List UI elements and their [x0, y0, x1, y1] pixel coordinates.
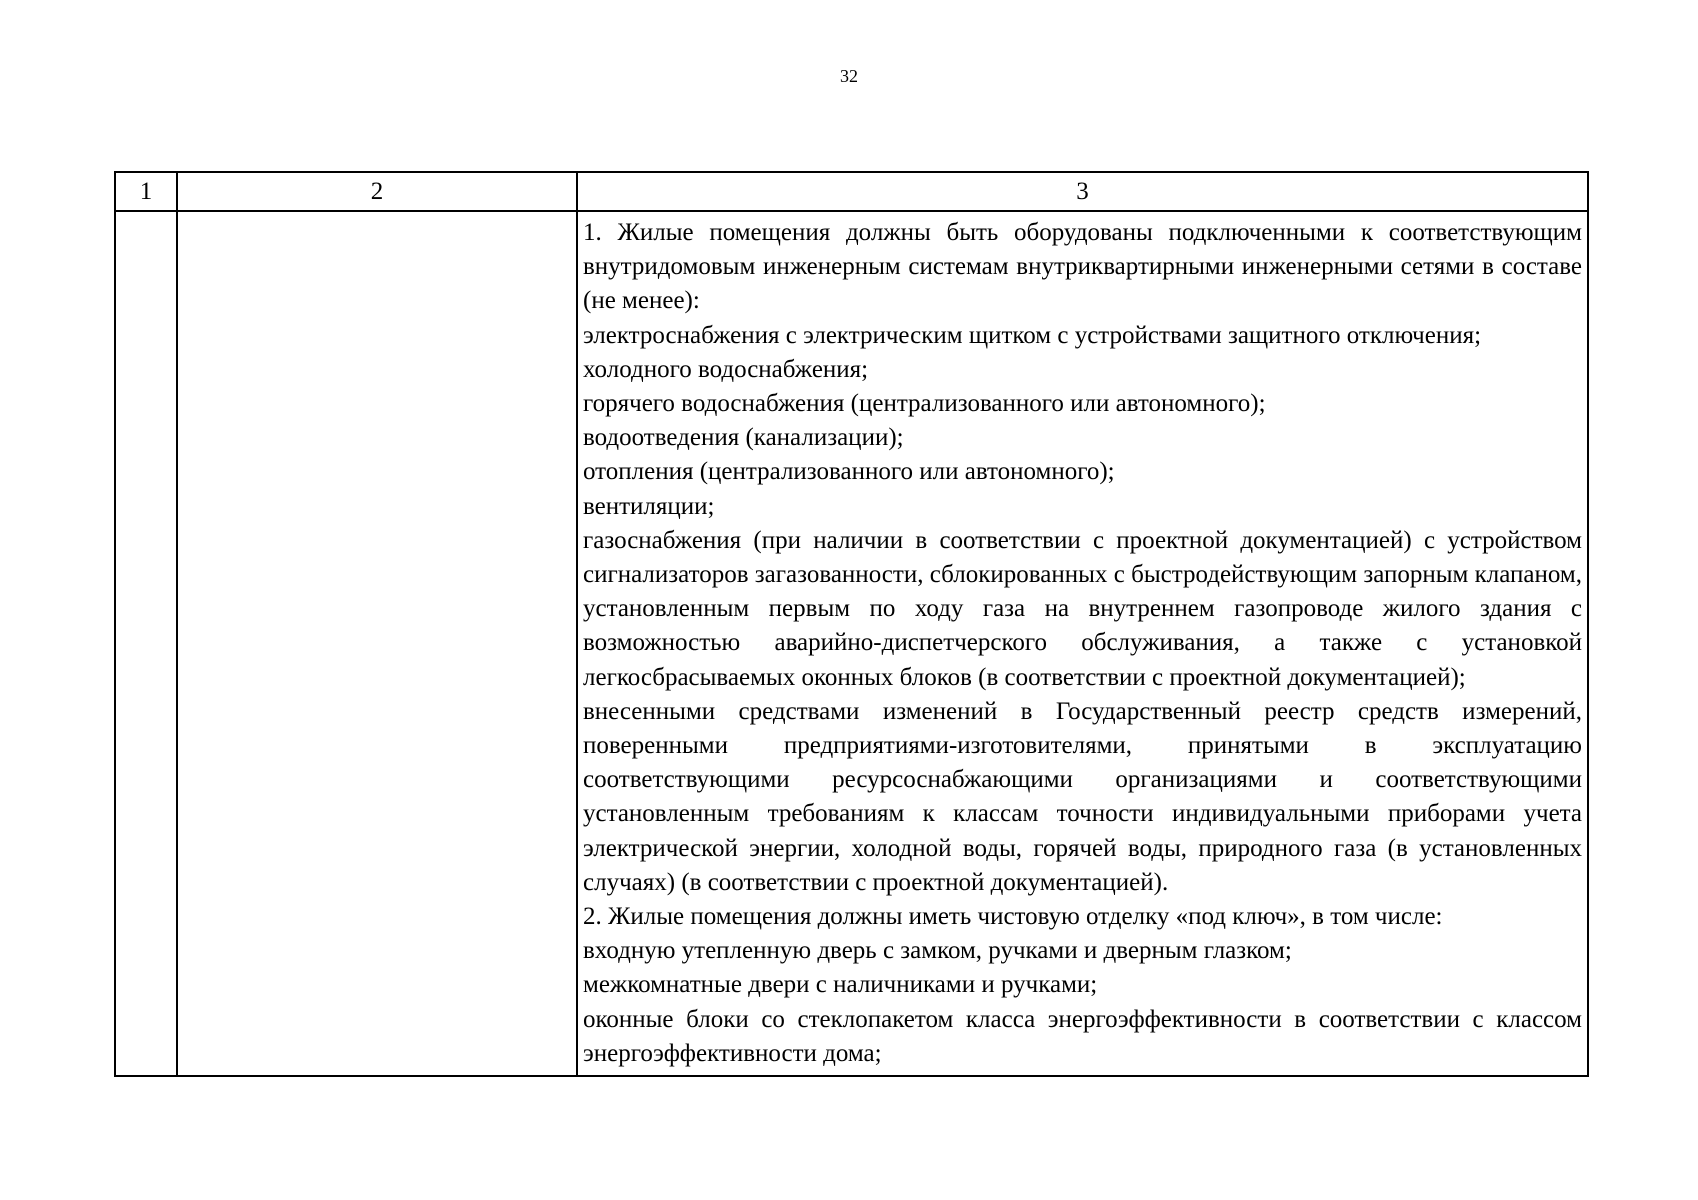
requirement-paragraph: вентиляции; — [583, 492, 715, 520]
requirement-paragraph: межкомнатные двери с наличниками и ручками; — [583, 971, 1098, 999]
table-cell-col2 — [177, 211, 577, 1076]
requirement-paragraph: горячего водоснабжения (централизованного или автономного); — [583, 390, 1266, 418]
column-header-1: 1 — [115, 172, 177, 211]
table-row — [115, 211, 1588, 1076]
page-number: 32 — [840, 66, 858, 86]
requirement-paragraph: водоотведения (канализации); — [583, 424, 904, 452]
requirements-table — [114, 171, 1589, 1077]
requirement-paragraph: внесенными средствами изменений в Государственный реестр средств измерений, поверенными предприятиями-изготовителями, принятыми в эксплуатацию соответствующими ресурсоснабжающими организациями и соответствующими установленным требованиям к классам точности индивидуальными приборами учета электрической энергии, холодной воды, горячей воды, природного газа (в установленных случаях) (в соответствии с проектной документацией). — [583, 697, 1582, 896]
requirement-paragraph: входную утепленную дверь с замком, ручками и дверным глазком; — [583, 937, 1292, 965]
table-header-row — [115, 172, 1588, 211]
column-header-3: 3 — [577, 172, 1588, 211]
table-cell-col3 — [577, 211, 1588, 1076]
requirement-paragraph: холодного водоснабжения; — [583, 355, 869, 383]
column-header-2: 2 — [177, 172, 577, 211]
table-cell-col1 — [115, 211, 177, 1076]
requirement-paragraph: оконные блоки со стеклопакетом класса энергоэффективности в соответствии с классом энергоэффективности дома; — [583, 1005, 1582, 1067]
requirement-paragraph: отопления (централизованного или автономного); — [583, 458, 1115, 486]
requirement-paragraph: электроснабжения с электрическим щитком с устройствами защитного отключения; — [583, 321, 1482, 349]
requirement-paragraph: 1. Жилые помещения должны быть оборудованы подключенными к соответствующим внутридомовым инженерным системам внутриквартирными инженерными сетями в составе (не менее): — [583, 219, 1582, 315]
requirement-paragraph: 2. Жилые помещения должны иметь чистовую отделку «под ключ», в том числе: — [583, 903, 1443, 931]
requirement-paragraph: газоснабжения (при наличии в соответствии с проектной документацией) с устройством сигнализаторов загазованности, сблокированных с быстродействующим запорным клапаном, установленным первым по ходу газа на внутреннем газопроводе жилого здания с возможностью аварийно-диспетчерского обслуживания, а также с установкой легкосбрасываемых оконных блоков (в соответствии с проектной документацией); — [583, 526, 1582, 691]
